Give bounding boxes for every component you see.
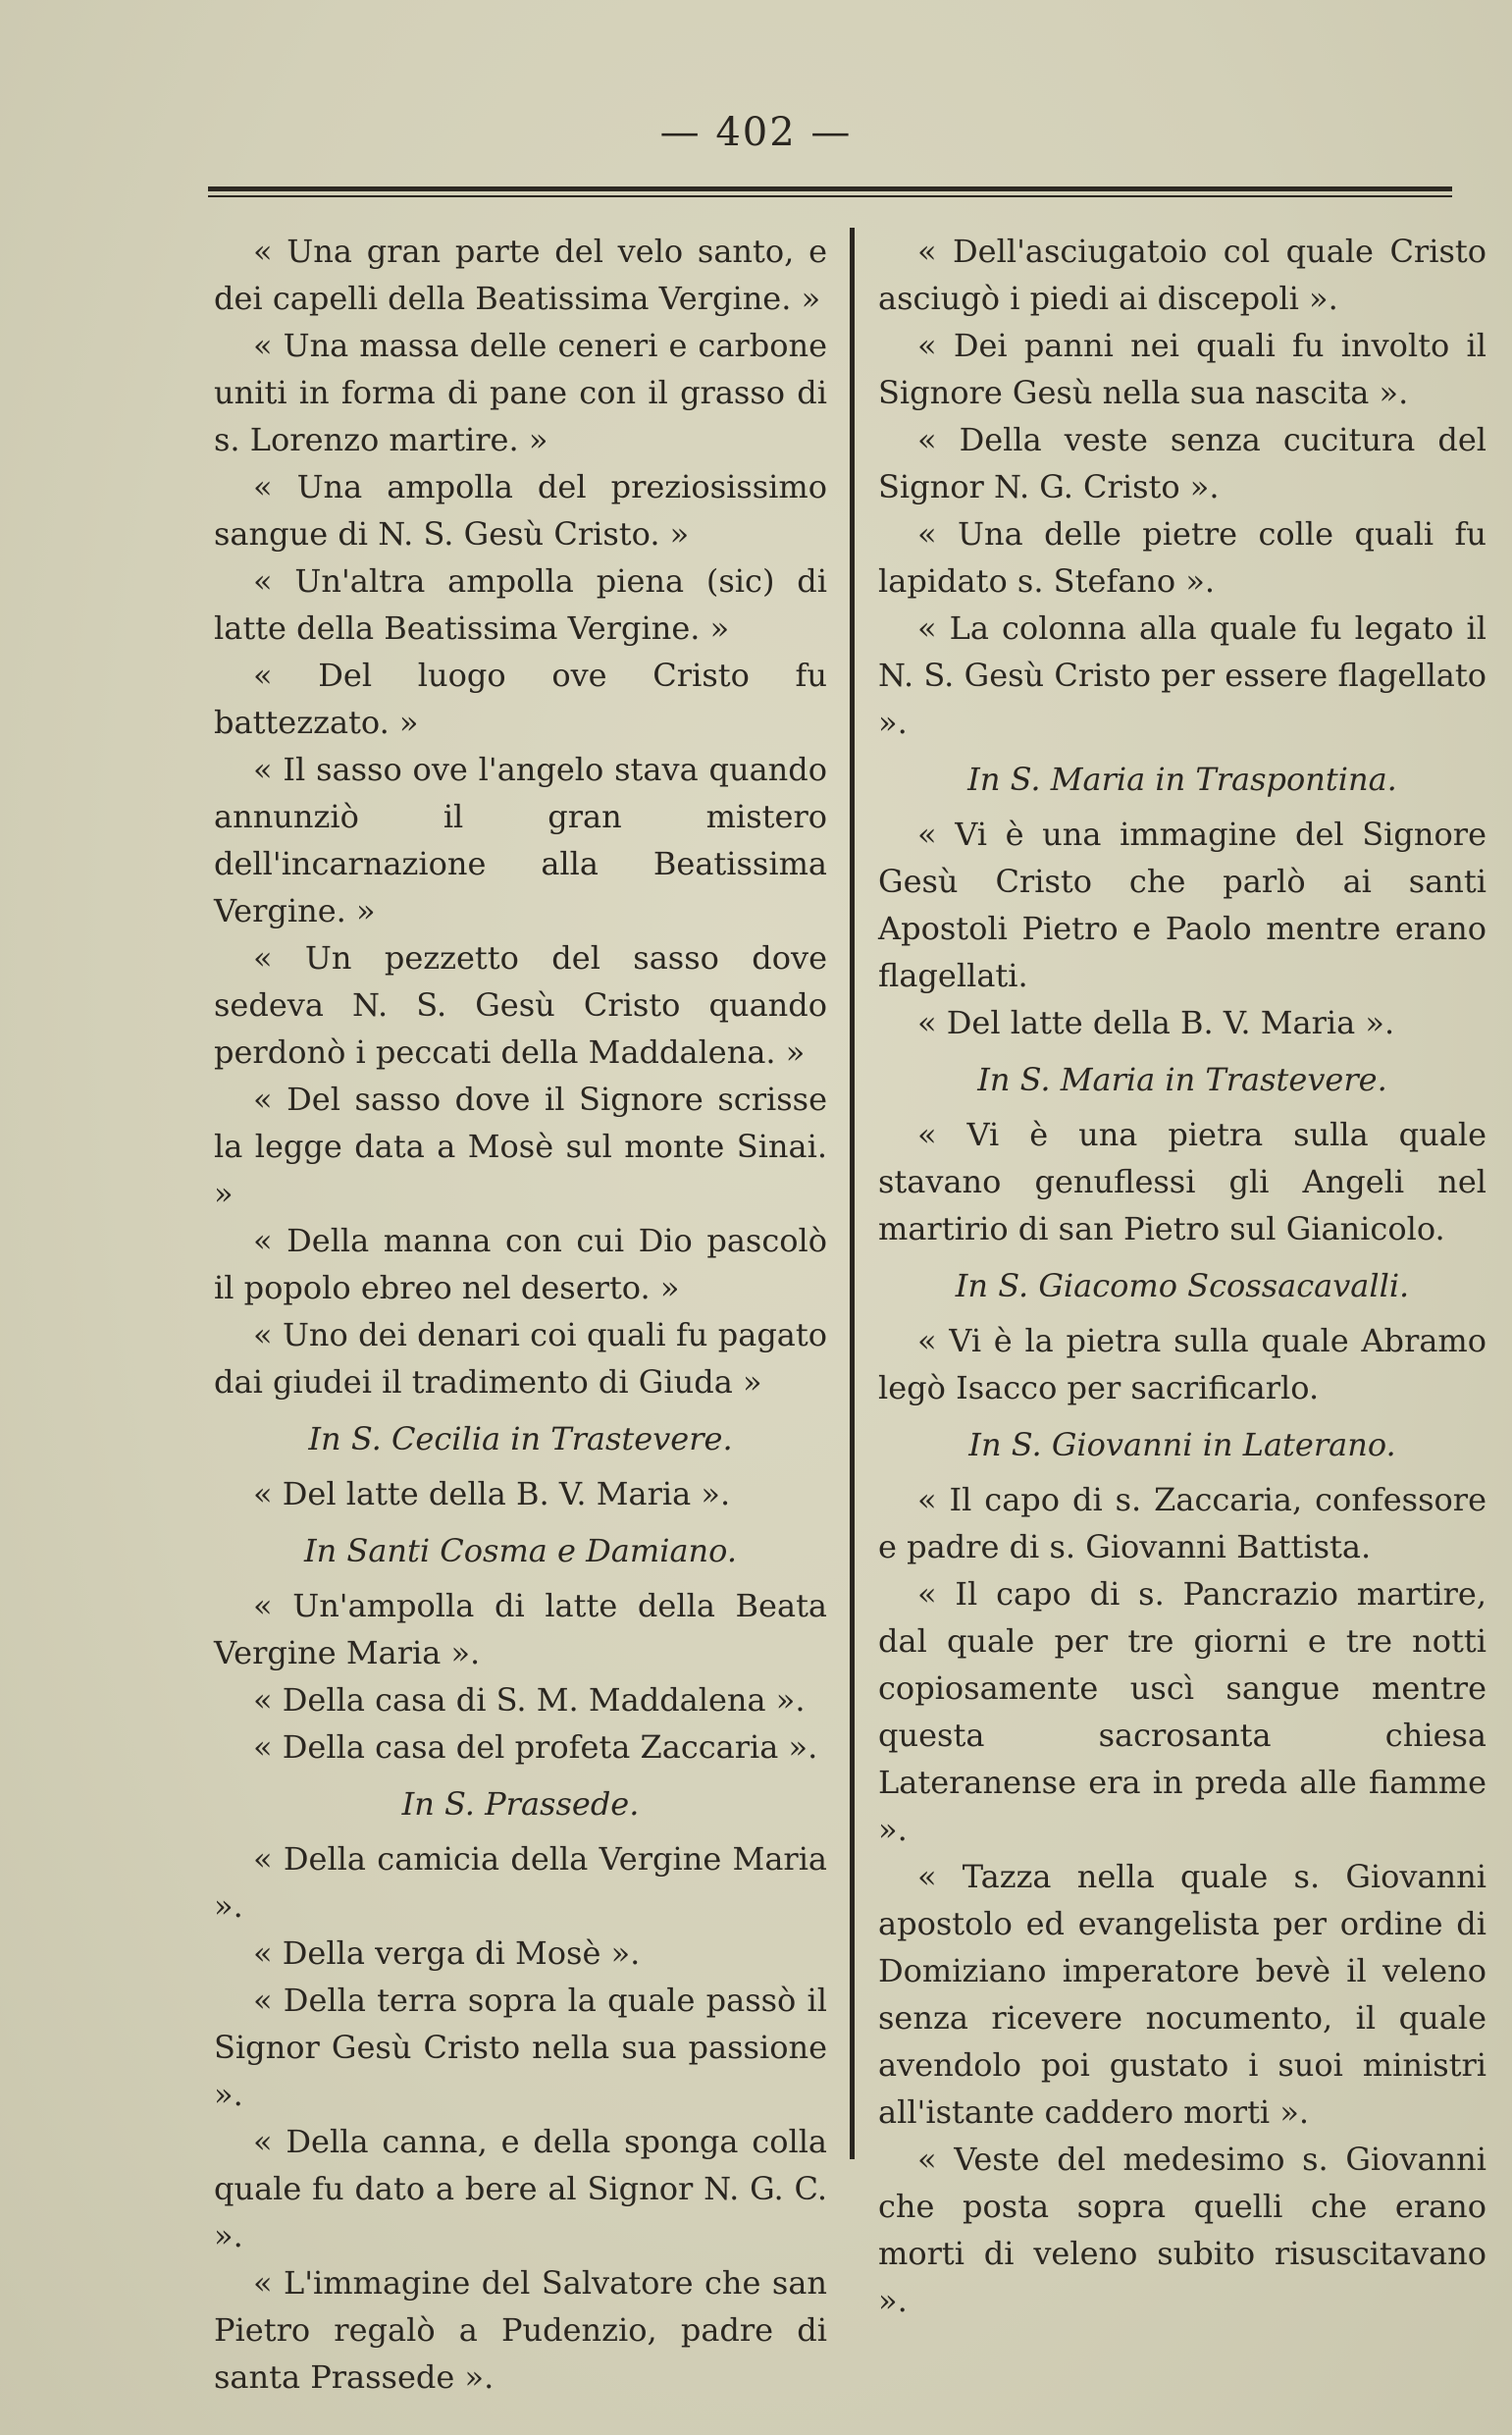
relic-entry: « Il sasso ove l'angelo stava quando annunziò il gran mistero dell'incarnazione alla Beatissima Vergine. » — [214, 751, 827, 929]
relic-entry: « L'immagine del Salvatore che san Pietro regalò a Pudenzio, padre di santa Prassede ». — [214, 2264, 827, 2396]
relic-entry: « Della casa di S. M. Maddalena ». — [253, 1681, 806, 1719]
relic-entry: « Del sasso dove il Signore scrisse la legge data a Mosè sul monte Sinai. » — [214, 1081, 827, 1212]
header-rule-thick — [208, 186, 1452, 191]
relic-entry: « Uno dei denari coi quali fu pagato dai giudei il tradimento di Giuda » — [214, 1316, 827, 1401]
relic-entry: « Una massa delle ceneri e carbone uniti in forma di pane con il grasso di s. Lorenzo martire. » — [214, 327, 827, 458]
right-column — [878, 228, 1486, 2324]
relic-entry: « Veste del medesimo s. Giovanni che posta sopra quelli che erano morti di veleno subito risuscitavano ». — [878, 2141, 1486, 2319]
relic-entry: « Della terra sopra la quale passò il Signor Gesù Cristo nella sua passione ». — [214, 1982, 827, 2113]
section-heading: In S. Prassede. — [401, 1785, 640, 1823]
section-heading: In Santi Cosma e Damiano. — [303, 1532, 738, 1569]
relic-entry: « Il capo di s. Zaccaria, confessore e padre di s. Giovanni Battista. — [878, 1481, 1486, 1565]
header-rule-thin — [208, 195, 1452, 197]
relic-entry: « Della verga di Mosè ». — [253, 1934, 641, 1972]
relic-entry: « Dei panni nei quali fu involto il Signore Gesù nella sua nascita ». — [878, 327, 1486, 411]
relic-entry: « Tazza nella quale s. Giovanni apostolo ed evangelista per ordine di Domiziano imperatore bevè il veleno senza ricevere nocumento, il quale avendolo poi gustato i suoi ministri all'istante caddero morti ». — [878, 1858, 1486, 2131]
relic-entry: « Una delle pietre colle quali fu lapidato s. Stefano ». — [878, 515, 1486, 600]
page-number: — 402 — — [659, 110, 853, 155]
section-heading: In S. Cecilia in Trastevere. — [308, 1420, 733, 1457]
relic-entry: « Una gran parte del velo santo, e dei capelli della Beatissima Vergine. » — [214, 233, 827, 317]
relic-entry: « Vi è la pietra sulla quale Abramo legò Isacco per sacrificarlo. — [878, 1322, 1486, 1406]
column-divider — [850, 228, 855, 2159]
relic-entry: « Vi è una immagine del Signore Gesù Cristo che parlò ai santi Apostoli Pietro e Paolo mentre erano flagellati. — [878, 816, 1486, 994]
relic-entry: « Un pezzetto del sasso dove sedeva N. S. Gesù Cristo quando perdonò i peccati della Maddalena. » — [214, 939, 827, 1071]
relic-entry: « Del luogo ove Cristo fu battezzato. » — [214, 657, 827, 741]
relic-entry: « Un'altra ampolla piena (sic) di latte della Beatissima Vergine. » — [214, 562, 827, 647]
relic-entry: « Della veste senza cucitura del Signor N. G. Cristo ». — [878, 421, 1486, 505]
relic-entry: « Una ampolla del preziosissimo sangue di N. S. Gesù Cristo. » — [214, 468, 827, 553]
relic-entry: « Della casa del profeta Zaccaria ». — [253, 1728, 818, 1766]
section-heading: In S. Maria in Trastevere. — [977, 1061, 1387, 1098]
relic-entry: « Vi è una pietra sulla quale stavano genuflessi gli Angeli nel martirio di san Pietro sul Gianicolo. — [878, 1116, 1486, 1247]
relic-entry: « Del latte della B. V. Maria ». — [253, 1475, 731, 1512]
section-heading: In S. Giacomo Scossacavalli. — [955, 1267, 1410, 1304]
relic-entry: « Un'ampolla di latte della Beata Vergine Maria ». — [214, 1587, 827, 1671]
relic-entry: « Del latte della B. V. Maria ». — [917, 1004, 1395, 1041]
section-heading: In S. Giovanni in Laterano. — [968, 1426, 1396, 1463]
relic-entry: « Il capo di s. Pancrazio martire, dal quale per tre giorni e tre notti copiosamente uscì sangue mentre questa sacrosanta chiesa Lateranense era in preda alle fiamme ». — [878, 1575, 1486, 1848]
section-heading: In S. Maria in Traspontina. — [967, 761, 1397, 798]
relic-entry: « Dell'asciugatoio col quale Cristo asciugò i piedi ai discepoli ». — [878, 233, 1486, 317]
relic-entry: « Della camicia della Vergine Maria ». — [214, 1840, 827, 1925]
relic-entry: « Della canna, e della sponga colla quale fu dato a bere al Signor N. G. C. ». — [214, 2123, 827, 2254]
left-column — [214, 228, 827, 2401]
relic-entry: « Della manna con cui Dio pascolò il popolo ebreo nel deserto. » — [214, 1222, 827, 1306]
relic-entry: « La colonna alla quale fu legato il N. S. Gesù Cristo per essere flagellato ». — [878, 609, 1486, 741]
